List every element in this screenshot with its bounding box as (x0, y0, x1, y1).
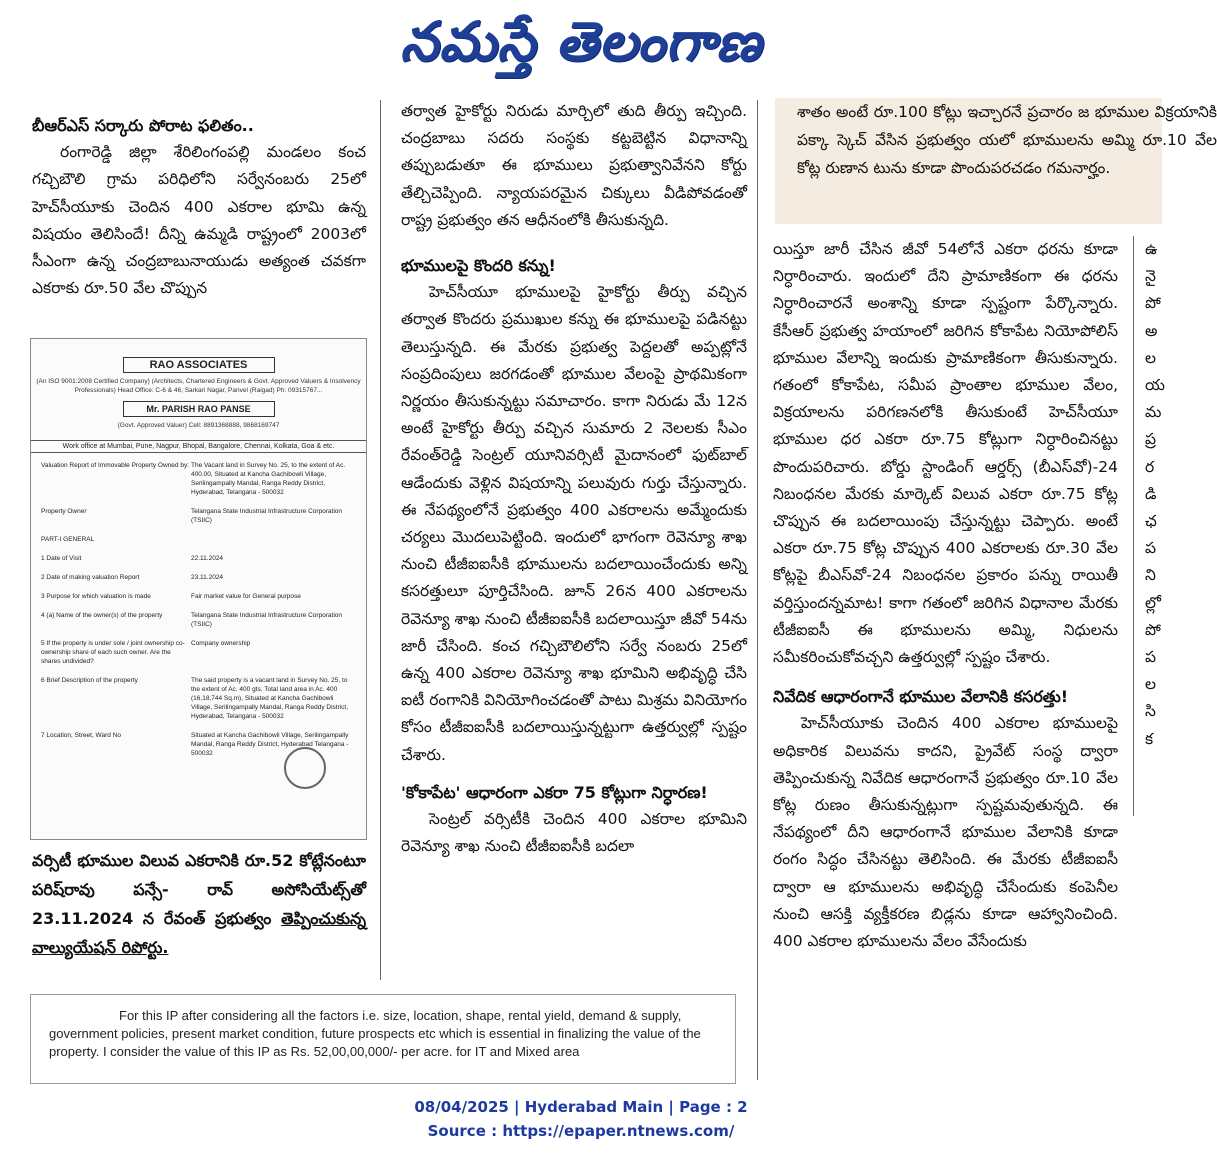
report-row (41, 573, 356, 582)
column-4-fragment: నై (1145, 267, 1156, 286)
highlight-box (775, 98, 1217, 224)
report-row (41, 592, 356, 601)
valuation-report-image (30, 338, 367, 840)
report-row-key: 6 Brief Description of the property (41, 677, 138, 684)
report-row-value: Company ownership (191, 640, 251, 647)
report-rows (41, 461, 356, 758)
report-row (41, 676, 356, 721)
column-4-fragment: ఛ (1145, 512, 1157, 531)
image-caption (32, 846, 366, 962)
report-row-value: Situated at Kancha Gachibowli Village, Serilingampally Mandal, Ranga Reddy District, Hyderabad Telangana - 500032 (191, 732, 349, 757)
caption-text: వర్సిటీ భూముల విలువ ఎకరానికి రూ.52 కోట్లేనంటూ పరిష్‌రావు పన్సే- రావ్ అసోసియేట్స్‌తో 23.11.2024 న రేవంత్ ప్రభుత్వం (32, 851, 366, 928)
report-row (41, 554, 356, 563)
report-row-key: 7 Location, Street, Ward No (41, 732, 121, 739)
seal-stamp (284, 747, 326, 789)
office-locations: Work office at Mumbai, Pune, Nagpur, Bhopal, Bangalore, Chennai, Kolkata, Goa & etc. (31, 440, 366, 453)
report-row-key: PART-I GENERAL (41, 536, 95, 543)
report-row-value: 23.11.2024 (191, 574, 224, 581)
firm-name: RAO ASSOCIATES (123, 357, 275, 373)
report-row-value: Telangana State Industrial Infrastructure Corporation (TSIIC) (191, 508, 343, 524)
column-1-heading: బీఆర్ఎస్ సర్కారు పోరాట ఫలితం.. (32, 116, 254, 135)
report-row-key: 1 Date of Visit (41, 555, 82, 562)
report-row-value: The Vacant land in Survey No. 25, to the extent of Ac. 400.00, Situated at Kancha Gachibowli Village, Serilingampally Mandal, Ranga Reddy District, Hyderabad, Telangana - 500032 (191, 462, 346, 496)
column-4-fragment: ల (1145, 675, 1156, 694)
valuer-name: Mr. PARISH RAO PANSE (123, 401, 275, 417)
column-4-fragment: య (1145, 376, 1165, 395)
footer-source: Source : https://epaper.ntnews.com/ (427, 1122, 735, 1140)
column-2-paragraph-2: హెచ్‌సీయూ భూములపై హైకోర్టు తీర్పు వచ్చిన తర్వాత కొందరు ప్రముఖుల కన్ను ఈ భూములపై పడినట్టు తెలుస్తున్నది. ఈ మేరకు ప్రభుత్వ పెద్దలతో అప్పట్లోనే సంప్రదింపులు జరగడంతో భూముల వేలంపై ప్రాథమికంగా నిర్ణయం తీసుకున్నట్టు సమాచారం. కాగా నిరుడు మే 12న అంటే హైకోర్టు తీర్పు వచ్చిన సుమారు 2 నెలలకు సీఎం రేవంత్‌రెడ్డి సెంట్రల్ యూనివర్సిటీ మైదానంలో ఫుట్‌బాల్ ఆడేందుకు వెళ్లిన విషయాన్ని పలువురు గుర్తు చేస్తున్నారు. ఈ నేపథ్యంలోనే ప్రభుత్వం 400 ఎకరాలను అమ్మేందుకు చర్యలు మొదలుపెట్టింది. ఇందులో భాగంగా రెవెన్యూ శాఖ నుంచి టీజీఐఐసీకి భూములను బదలాయించేందుకు అన్ని కసరత్తులూ పూర్తిచేసింది. జూన్ 26న 400 ఎకరాలను రెవెన్యూ శాఖ నుంచి టీజీఐఐసీకి బదలాయిస్తూ జీవో 54ను జారీ చేసింది. కంచ గచ్చిబౌలిలోని సర్వే నంబరు 25లో ఉన్న 400 ఎకరాల రెవెన్యూ శాఖ భూమిని అభివృద్ధి చేసి ఐటీ రంగానికి వినియోగించడంతో పాటు మిశ్రమ వినియోగం కోసం టీజీఐఐసీకి బదలాయిస్తున్నట్టుగా ఉత్తర్వుల్లో స్పష్టం చేశారు. (401, 283, 747, 764)
masthead (0, 0, 1162, 88)
column-4-fragment: సి (1145, 702, 1156, 721)
report-row-key: Valuation Report of Immovable Property Owned by: (41, 462, 190, 469)
column-4-fragment: ని (1145, 566, 1156, 585)
valuer-details: (Govt. Approved Valuer) Cell: 8891368888, 9868169747 (117, 422, 280, 429)
report-row-value: Fair market value for General purpose (191, 593, 301, 600)
caption-underlined: తెప్పించుకున్న వాల్యుయేషన్ రిపోర్టు. (32, 909, 366, 957)
report-row (41, 535, 356, 544)
column-divider (757, 100, 758, 1080)
column-4-fragment: ల (1145, 348, 1156, 367)
column-4-fragment: క (1145, 729, 1154, 748)
column-4-fragment: డి (1145, 484, 1157, 503)
report-excerpt-text: For this IP after considering all the factors i.e. size, location, shape, rental yield, demand & supply, government policies, present market condition, future prospects etc which is essential in finalizing the value of the property. I consider the value of this IP as Rs. 52,00,00,000/- per acre. for IT and Mixed area (49, 1008, 701, 1059)
column-4-fragment: ర (1145, 457, 1155, 476)
column-2-paragraph-1: తర్వాత హైకోర్టు నిరుడు మార్చిలో తుది తీర్పు ఇచ్చింది. చంద్రబాబు సదరు సంస్థకు కట్టబెట్టిన విధానాన్ని తప్పుబడుతూ ఈ భూములు ప్రభుత్వానివేనని కోర్టు తేల్చిచెప్పింది. న్యాయపరమైన చిక్కులు వీడిపోవడంతో రాష్ట్ర ప్రభుత్వం తన ఆధీనంలోకి తీసుకున్నది. (401, 102, 747, 229)
report-row (41, 611, 356, 629)
column-4-fragment: ప (1145, 648, 1157, 667)
column-4-fragment: ల్లో (1145, 593, 1161, 612)
column-4-fragment: ఉ (1145, 240, 1158, 258)
column-4-fragment: పో (1145, 620, 1161, 639)
column-divider (380, 100, 381, 980)
highlight-text: శాతం అంటే రూ.100 కోట్లు ఇచ్చారనే ప్రచారం జ భూముల విక్రయానికి పక్కా స్కెచ్ వేసిన ప్రభుత్వం యలో భూములను అమ్మి రూ.10 వేల కోట్ల రుణాన టును కూడా పొందుపరచడం గమనార్హం. (797, 103, 1217, 177)
column-4-fragment: మ (1145, 403, 1162, 422)
article-column-2 (401, 98, 747, 860)
report-row-value: Telangana State Industrial Infrastructure Corporation (TSIIC) (191, 612, 343, 628)
report-row-value (191, 535, 356, 544)
report-row-key: Property Owner (41, 508, 87, 515)
column-1-paragraph: రంగారెడ్డి జిల్లా శేరిలింగంపల్లి మండలం కంచ గచ్చిబౌలి గ్రామ పరిధిలోని సర్వేనంబరు 25లో హెచ్‌సీయూకు చెందిన 400 ఎకరాల భూమి ఉన్న విషయం తెలిసిందే! దీన్ని ఉమ్మడి రాష్ట్రంలో 2003లో సీఎంగా ఉన్న చంద్రబాబునాయుడు అత్యంత చవకగా ఎకరాకు రూ.50 వేల చొప్పున (32, 143, 366, 298)
report-row (41, 507, 356, 525)
masthead-title: నమస్తే తెలంగాణ (400, 10, 762, 73)
column-4-fragment: పో (1145, 294, 1161, 313)
report-row-key: 5 If the property is under sole / joint ownership co-ownership share of each such owner. Are the shares undivided? (41, 640, 185, 665)
report-row-key: 2 Date of making valuation Report (41, 574, 140, 581)
footer-edition-info: 08/04/2025 | Hyderabad Main | Page : 2 (414, 1098, 748, 1116)
report-row-value: 22.11.2024 (191, 555, 224, 562)
report-row (41, 461, 356, 497)
column-3-heading-1: నివేదిక ఆధారంగానే భూముల వేలానికి కసరత్తు! (773, 687, 1069, 707)
column-divider (1133, 236, 1134, 816)
report-row (41, 639, 356, 666)
report-row-value: The said property is a vacant land in Survey No. 25, to the extent of Ac. 400 gts. Total land area in Ac. 400 (16,18,744 Sq.m), Situated at Kancha Gachibowli Village, Serilingampally Mandal, Ranga Reddy District, Hyderabad, Telangana - 500032 (191, 677, 349, 720)
column-4-fragment: ప (1145, 539, 1157, 558)
column-2-paragraph-3: సెంట్రల్ వర్సిటీకి చెందిన 400 ఎకరాల భూమిని రెవెన్యూ శాఖ నుంచి టీజీఐఐసీకి బదలా (401, 810, 747, 856)
report-row-key: 4 (a) Name of the owner(s) of the property (41, 612, 163, 619)
article-column-3 (773, 236, 1118, 955)
report-row-key: 3 Purpose for which valuation is made (41, 593, 151, 600)
highlight-text-wrap (797, 98, 1217, 182)
column-3-paragraph-2: హెచ్‌సీయూకు చెందిన 400 ఎకరాల భూములపై అధికారిక విలువను కాదని, ప్రైవేట్ సంస్థ ద్వారా తెప్పించుకున్న నివేదిక ఆధారంగానే ప్రభుత్వం రూ.10 వేల కోట్ల రుణం తీసుకున్నట్లుగా స్పష్టమవుతున్నది. ఈ నేపథ్యంలో దీని ఆధారంగానే భూముల వేలానికి కూడా రంగం సిద్ధం చేసినట్టు తెలిసింది. ఈ మేరకు టీజీఐఐసీ ద్వారా ఆ భూములను అభివృద్ధి చేసేందుకు కంపెనీల నుంచి ఆసక్తి వ్యక్తీకరణ బిడ్లను కూడా ఆహ్వానించింది. 400 ఎకరాల భూములను వేలం వేసేందుకు (773, 714, 1118, 951)
firm-header-lines: (An ISO 9001:2008 Certified Company) (Architects, Chartered Engineers & Govt. Approved Valuers & Insolvency Professionals) Head Office: C-6 & 46, Sarkari Nagar, Panvel (Raigad) Ph: 09315767... (36, 378, 361, 394)
column-2-heading-2: 'కోకాపేట' ఆధారంగా ఎకరా 75 కోట్లుగా నిర్ధారణ! (401, 782, 708, 802)
column-4-fragment: అ (1145, 321, 1158, 340)
column-3-paragraph-1: యిస్తూ జారీ చేసిన జీవో 54లోనే ఎకరా ధరను కూడా నిర్ధారించారు. ఇందులో దేని ప్రామాణికంగా ఈ ధరను నిర్ధారించారనే అంశాన్ని కూడా స్పష్టంగా పేర్కొన్నారు. కేసీఆర్ ప్రభుత్వ హయాంలో జరిగిన కోకాపేట నియోపోలిస్ భూముల వేలాన్ని ఇందుకు ప్రామాణికంగా తీసుకున్నారు. గతంలో కోకాపేట, సమీప ప్రాంతాల భూముల వేలం, విక్రయాలను పరిగణనలోకి తీసుకుంటే హెచ్‌సీయూ భూముల ధర ఎకరా రూ.75 కోట్లుగా నిర్ధారించినట్టు పొందుపరిచారు. బోర్డు స్టాండింగ్ ఆర్డర్స్ (బీఎస్‌వో)-24 నిబంధనల మేరకు మార్కెట్ విలువ ఎకరా రూ.75 కోట్ల చొప్పున ఈ బదలాయింపు చేస్తున్నట్టు చెప్పారు. అంటే ఎకరా రూ.75 కోట్ల చొప్పున 400 ఎకరాలకు రూ.30 వేల కోట్లపై బీఎస్‌వో-24 నిబంధనల ప్రకారం పన్ను రాయితీ వర్తిస్తుందన్నమాట! కాగా గతంలో జరిగిన విధానాల మేరకు టీజీఐఐసీ ఈ భూములను అమ్మి, నిధులను సమీకరించుకోవచ్చని ఉత్తర్వుల్లో స్పష్టం చేశారు. (773, 240, 1118, 667)
column-4-fragment: ప్ర (1145, 430, 1157, 449)
column-2-heading-1: భూములపై కొందరి కన్ను! (401, 256, 556, 276)
article-column-4 (1145, 236, 1165, 753)
report-excerpt (30, 994, 736, 1084)
article-column-1 (32, 112, 366, 302)
